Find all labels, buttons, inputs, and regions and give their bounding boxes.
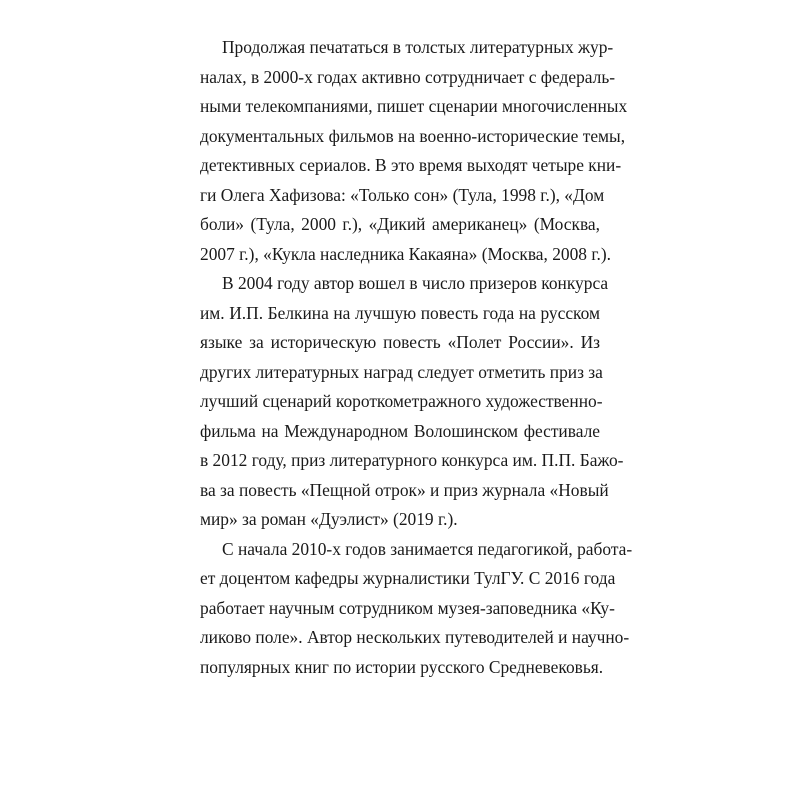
text-line: ными телекомпаниями, пишет сценарии многочисленных (200, 96, 628, 116)
text-line: ги Олега Хафизова: «Только сон» (Тула, 1998 г.), «Дом (200, 184, 605, 205)
book-page (200, 33, 633, 682)
text-line: документальных фильмов на военно-исторические темы, (200, 125, 626, 146)
text-line: фильма на Международном Волошинском фестивале (200, 420, 600, 441)
text-line: ет доцентом кафедры журналистики ТулГУ. С 2016 года (200, 568, 616, 588)
text-line: популярных книг по истории русского Средневековья. (200, 656, 604, 677)
text-line: детективных сериалов. В это время выходят четыре кни- (200, 155, 622, 175)
text-line: работает научным сотрудником музея-заповедника «Ку- (200, 597, 615, 618)
text-line: Продолжая печататься в толстых литературных жур- (222, 37, 614, 57)
text-line: 2007 г.), «Кукла наследника Какаяна» (Москва, 2008 г.). (200, 243, 611, 264)
text-line: ликово поле». Автор нескольких путеводителей и научно- (200, 627, 630, 647)
text-line: ва за повесть «Пещной отрок» и приз журнала «Новый (200, 479, 609, 500)
paragraph-1 (200, 33, 628, 269)
text-line: мир» за роман «Дуэлист» (2019 г.). (200, 509, 458, 529)
text-line: боли» (Тула, 2000 г.), «Дикий американец» (Москва, (200, 214, 600, 234)
text-line: налах, в 2000-х годах активно сотрудничает с федераль- (200, 66, 616, 87)
text-line: С начала 2010-х годов занимается педагогикой, работа- (222, 538, 633, 559)
paragraph-3 (200, 535, 633, 683)
text-line: лучший сценарий короткометражного художественно- (200, 391, 603, 411)
text-line: им. И.П. Белкина на лучшую повесть года на русском (200, 302, 600, 323)
text-line: других литературных наград следует отметить приз за (200, 361, 603, 382)
text-line: В 2004 году автор вошел в число призеров конкурса (222, 273, 609, 293)
text-line: в 2012 году, приз литературного конкурса им. П.П. Бажо- (200, 450, 624, 470)
paragraph-2 (200, 269, 624, 535)
text-line: языке за историческую повесть «Полет России». Из (200, 332, 600, 352)
